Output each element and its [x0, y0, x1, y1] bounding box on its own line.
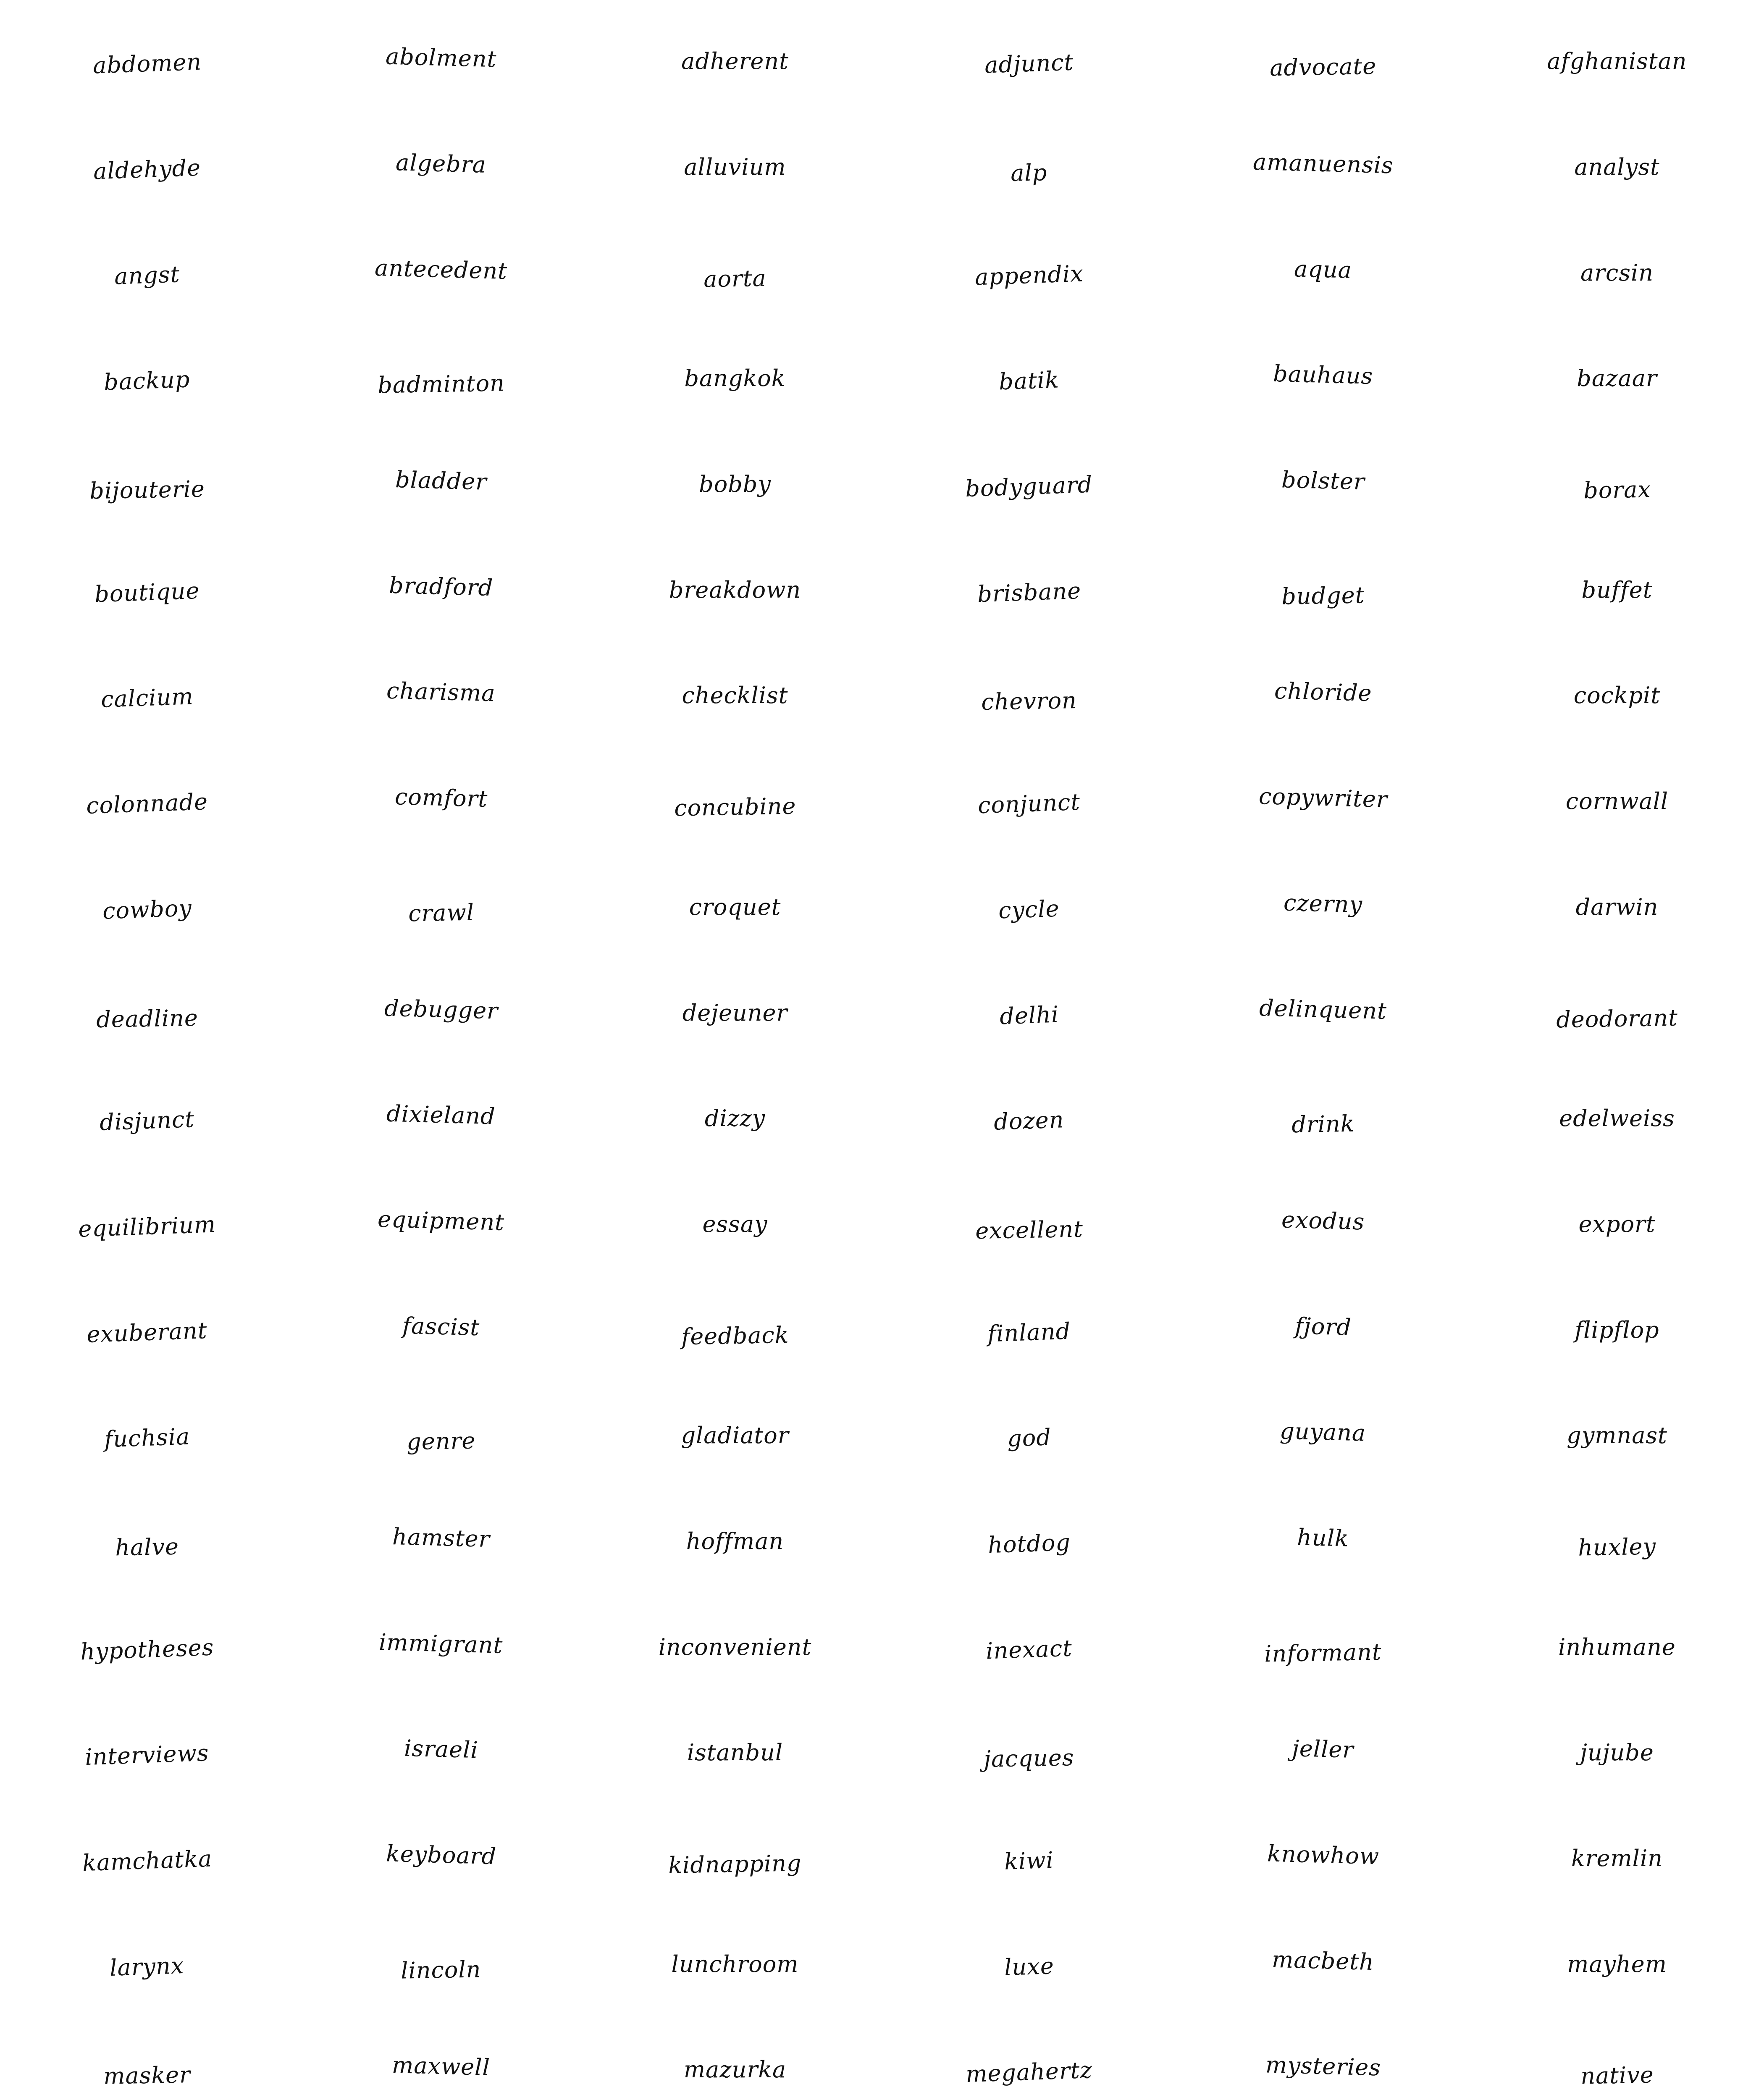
word-cell: [294, 1700, 588, 1806]
word-cell: [1470, 960, 1764, 1066]
word-cell: [882, 854, 1176, 960]
handwritten-word: kremlin: [1571, 1845, 1663, 1872]
word-cell: [0, 8, 294, 114]
handwritten-word: god: [1006, 1424, 1052, 1452]
handwritten-word: backup: [103, 366, 191, 396]
handwritten-word: amanuensis: [1252, 148, 1394, 179]
word-cell: [1470, 748, 1764, 854]
handwritten-word: chevron: [981, 687, 1077, 716]
word-cell: [0, 1383, 294, 1488]
handwritten-word: edelweiss: [1559, 1105, 1675, 1132]
handwritten-word: concubine: [674, 793, 796, 822]
handwritten-word: cornwall: [1565, 788, 1669, 815]
handwritten-word: aorta: [703, 265, 767, 293]
word-cell: [1176, 1277, 1470, 1383]
word-cell: [294, 960, 588, 1066]
handwritten-word: lincoln: [401, 1956, 482, 1984]
word-cell: [294, 1911, 588, 2017]
word-cell: [1176, 8, 1470, 114]
handwritten-word: inhumane: [1558, 1633, 1676, 1660]
word-cell: [1176, 114, 1470, 220]
word-cell: [0, 748, 294, 854]
handwritten-word: flipflop: [1575, 1316, 1659, 1343]
handwritten-word: disjunct: [99, 1106, 195, 1136]
handwritten-word: mysteries: [1265, 2051, 1381, 2081]
handwritten-word: masker: [103, 2061, 191, 2090]
handwritten-word: mazurka: [683, 2056, 787, 2083]
handwritten-word: luxe: [1003, 1952, 1055, 1981]
word-cell: [1470, 431, 1764, 537]
word-cell: [294, 431, 588, 537]
handwritten-word: gymnast: [1567, 1422, 1667, 1449]
word-cell: [0, 114, 294, 220]
word-cell: [588, 2017, 882, 2100]
handwritten-word: hamster: [392, 1523, 491, 1553]
handwritten-word: informant: [1264, 1638, 1382, 1667]
handwritten-word: bolster: [1281, 466, 1365, 495]
word-cell: [1470, 2017, 1764, 2100]
handwritten-word: istanbul: [687, 1739, 783, 1766]
word-cell: [882, 537, 1176, 643]
handwritten-word: hoffman: [686, 1528, 784, 1554]
handwritten-word: darwin: [1575, 893, 1659, 920]
word-cell: [0, 1806, 294, 1911]
word-cell: [0, 1911, 294, 2017]
word-cell: [1470, 854, 1764, 960]
word-cell: [1470, 1066, 1764, 1171]
word-cell: [882, 2017, 1176, 2100]
handwritten-word: aqua: [1294, 255, 1352, 284]
handwritten-word: huxley: [1578, 1533, 1656, 1561]
word-cell: [1176, 1594, 1470, 1700]
word-cell: [882, 114, 1176, 220]
word-cell: [1176, 2017, 1470, 2100]
handwritten-word: jeller: [1292, 1735, 1354, 1764]
word-cell: [588, 1488, 882, 1594]
handwritten-word: equilibrium: [78, 1211, 217, 1242]
handwritten-word: bodyguard: [965, 471, 1093, 502]
word-cell: [1176, 854, 1470, 960]
handwritten-word: debugger: [384, 995, 499, 1024]
handwritten-word: buffet: [1581, 576, 1653, 603]
word-cell: [882, 1594, 1176, 1700]
handwritten-word: jacques: [984, 1744, 1075, 1773]
handwritten-word: hotdog: [987, 1529, 1071, 1559]
handwritten-word: croquet: [689, 893, 781, 920]
handwritten-word: exodus: [1281, 1206, 1365, 1235]
word-cell: [1176, 1488, 1470, 1594]
word-cell: [588, 748, 882, 854]
handwritten-word: excellent: [975, 1215, 1084, 1244]
word-cell: [1176, 326, 1470, 431]
handwritten-word: advocate: [1269, 53, 1377, 81]
handwritten-word: dizzy: [704, 1105, 766, 1132]
handwritten-word: bangkok: [684, 365, 786, 392]
word-cell: [294, 326, 588, 431]
handwritten-word: megahertz: [965, 2057, 1093, 2088]
handwritten-word: guyana: [1279, 1418, 1367, 1446]
handwritten-word: charisma: [386, 677, 496, 707]
handwritten-word: kiwi: [1004, 1846, 1055, 1875]
handwritten-word: bazaar: [1577, 365, 1657, 392]
word-cell: [0, 1700, 294, 1806]
word-cell: [1470, 1488, 1764, 1594]
word-cell: [882, 1806, 1176, 1911]
word-cell: [294, 220, 588, 326]
handwritten-word: comfort: [394, 783, 488, 813]
word-cell: [1470, 1171, 1764, 1277]
word-cell: [294, 1171, 588, 1277]
handwritten-word: alluvium: [684, 154, 786, 181]
word-grid: [0, 8, 1764, 2100]
word-cell: [0, 1066, 294, 1171]
word-cell: [294, 537, 588, 643]
word-cell: [882, 1488, 1176, 1594]
handwritten-word: colonnade: [86, 788, 209, 819]
word-cell: [0, 1277, 294, 1383]
word-cell: [588, 1171, 882, 1277]
word-cell: [1470, 1277, 1764, 1383]
word-cell: [1176, 1171, 1470, 1277]
word-cell: [588, 854, 882, 960]
handwritten-word: fascist: [402, 1312, 480, 1341]
handwritten-word: boutique: [94, 577, 200, 608]
word-cell: [294, 748, 588, 854]
handwritten-word: cycle: [998, 895, 1060, 924]
word-cell: [294, 114, 588, 220]
handwritten-word: israeli: [404, 1735, 479, 1764]
handwritten-word: antecedent: [374, 254, 508, 284]
handwritten-word: dejeuner: [682, 999, 788, 1026]
handwritten-word: inexact: [985, 1635, 1073, 1664]
handwritten-word: conjunct: [977, 788, 1081, 819]
word-cell: [882, 431, 1176, 537]
handwritten-word: chloride: [1274, 677, 1373, 707]
word-cell: [294, 1277, 588, 1383]
handwritten-word: feedback: [681, 1321, 789, 1350]
handwritten-word: interviews: [84, 1740, 210, 1771]
word-cell: [1176, 1911, 1470, 2017]
handwritten-word: checklist: [682, 682, 788, 709]
word-cell: [588, 1594, 882, 1700]
word-cell: [1470, 1911, 1764, 2017]
handwritten-word: calcium: [100, 683, 194, 713]
word-cell: [1470, 326, 1764, 431]
word-cell: [1470, 114, 1764, 220]
handwritten-word: arcsin: [1580, 259, 1654, 286]
handwritten-word: knowhow: [1267, 1840, 1380, 1870]
word-cell: [1470, 1383, 1764, 1488]
handwritten-word: adjunct: [984, 49, 1074, 79]
word-cell: [294, 8, 588, 114]
word-cell: [588, 1277, 882, 1383]
handwritten-word: equipment: [377, 1205, 505, 1236]
handwritten-word: export: [1578, 1210, 1656, 1237]
handwritten-word: delinquent: [1259, 994, 1387, 1024]
word-cell: [882, 8, 1176, 114]
word-cell: [588, 1066, 882, 1171]
word-cell: [588, 643, 882, 748]
handwritten-word: hulk: [1297, 1524, 1349, 1552]
handwritten-word: afghanistan: [1547, 48, 1687, 75]
word-cell: [588, 1911, 882, 2017]
word-cell: [588, 1700, 882, 1806]
word-cell: [0, 326, 294, 431]
word-cell: [882, 1911, 1176, 2017]
word-cell: [1470, 8, 1764, 114]
handwritten-word: gladiator: [681, 1422, 789, 1449]
word-cell: [882, 1277, 1176, 1383]
word-cell: [882, 643, 1176, 748]
word-cell: [0, 1594, 294, 1700]
word-cell: [294, 1383, 588, 1488]
handwritten-word: halve: [115, 1533, 179, 1561]
word-cell: [882, 1700, 1176, 1806]
handwritten-word: budget: [1281, 582, 1365, 610]
handwritten-word: mayhem: [1567, 1950, 1667, 1977]
handwritten-word: keyboard: [386, 1840, 497, 1870]
word-cell: [1176, 1383, 1470, 1488]
word-cell: [1470, 1700, 1764, 1806]
word-cell: [882, 1066, 1176, 1171]
handwritten-word: native: [1580, 2061, 1654, 2090]
handwritten-word: fjord: [1294, 1312, 1352, 1341]
word-cell: [0, 431, 294, 537]
word-cell: [1176, 1806, 1470, 1911]
word-cell: [1176, 960, 1470, 1066]
handwritten-word: dozen: [993, 1106, 1065, 1136]
word-cell: [588, 1806, 882, 1911]
handwritten-word: inconvenient: [658, 1633, 812, 1660]
handwritten-word: exuberant: [86, 1317, 208, 1348]
handwritten-word: kamchatka: [81, 1845, 213, 1877]
word-cell: [588, 431, 882, 537]
handwritten-word: abdomen: [92, 48, 202, 79]
handwritten-word: cowboy: [102, 895, 192, 924]
handwritten-word: aldehyde: [93, 154, 202, 185]
handwritten-word: delhi: [999, 1001, 1059, 1029]
handwritten-word: crawl: [408, 899, 475, 927]
word-cell: [1176, 220, 1470, 326]
word-cell: [882, 326, 1176, 431]
handwritten-word: bladder: [395, 466, 487, 495]
handwritten-word: analyst: [1574, 154, 1660, 181]
handwritten-word: borax: [1583, 476, 1651, 504]
word-cell: [1470, 643, 1764, 748]
word-cell: [1176, 537, 1470, 643]
handwritten-word: bauhaus: [1273, 360, 1373, 390]
handwritten-word: genre: [406, 1427, 476, 1455]
handwritten-word: hypotheses: [80, 1634, 215, 1665]
handwritten-word: bobby: [699, 471, 771, 498]
word-cell: [588, 326, 882, 431]
handwritten-word: deadline: [96, 1004, 199, 1033]
handwritten-word: alp: [1011, 159, 1048, 186]
word-cell: [294, 854, 588, 960]
word-cell: [588, 960, 882, 1066]
handwritten-word: brisbane: [976, 577, 1082, 608]
word-cell: [0, 643, 294, 748]
word-cell: [1176, 1700, 1470, 1806]
word-cell: [0, 960, 294, 1066]
handwritten-word: badminton: [377, 370, 505, 399]
handwritten-word: kidnapping: [668, 1850, 802, 1879]
word-cell: [0, 537, 294, 643]
handwritten-word: dixieland: [386, 1100, 496, 1130]
word-cell: [882, 748, 1176, 854]
word-cell: [294, 1066, 588, 1171]
handwritten-word: breakdown: [669, 576, 801, 603]
word-cell: [294, 1488, 588, 1594]
word-cell: [294, 643, 588, 748]
handwritten-word: deodorant: [1556, 1004, 1678, 1033]
word-cell: [882, 1171, 1176, 1277]
handwritten-word: cockpit: [1573, 682, 1661, 709]
word-cell: [882, 1383, 1176, 1488]
word-cell: [588, 537, 882, 643]
handwritten-word: algebra: [395, 149, 487, 178]
handwritten-word: jujube: [1580, 1739, 1654, 1766]
word-cell: [1470, 220, 1764, 326]
handwritten-word: fuchsia: [104, 1423, 191, 1453]
handwritten-word: appendix: [974, 260, 1084, 291]
word-cell: [0, 220, 294, 326]
word-cell: [588, 8, 882, 114]
word-cell: [1470, 1806, 1764, 1911]
word-cell: [1176, 748, 1470, 854]
word-cell: [1176, 643, 1470, 748]
word-cell: [588, 220, 882, 326]
handwritten-word: angst: [114, 261, 181, 290]
word-cell: [882, 220, 1176, 326]
handwritten-word: czerny: [1283, 889, 1363, 918]
handwritten-word: larynx: [109, 1952, 185, 1981]
word-cell: [588, 1383, 882, 1488]
handwritten-word: abolment: [385, 43, 497, 73]
word-cell: [1176, 431, 1470, 537]
word-cell: [1176, 1066, 1470, 1171]
handwritten-word: maxwell: [391, 2052, 491, 2081]
handwritten-word: bradford: [388, 572, 494, 601]
word-cell: [0, 854, 294, 960]
handwritten-word: batik: [998, 366, 1060, 395]
word-cell: [0, 2017, 294, 2100]
word-cell: [0, 1171, 294, 1277]
word-cell: [294, 1806, 588, 1911]
word-cell: [882, 960, 1176, 1066]
handwritten-word: macbeth: [1271, 1946, 1375, 1975]
handwritten-word: adherent: [681, 48, 789, 75]
handwritten-word: drink: [1291, 1110, 1355, 1138]
handwritten-word: essay: [702, 1210, 768, 1237]
handwritten-word: lunchroom: [671, 1950, 799, 1977]
word-cell: [1470, 1594, 1764, 1700]
word-cell: [588, 114, 882, 220]
word-cell: [1470, 537, 1764, 643]
handwritten-word: immigrant: [378, 1628, 504, 1659]
handwritten-word: copywriter: [1258, 783, 1388, 813]
word-cell: [294, 1594, 588, 1700]
word-cell: [294, 2017, 588, 2100]
handwritten-word: finland: [987, 1318, 1071, 1347]
handwritten-word: bijouterie: [89, 475, 205, 504]
word-cell: [0, 1488, 294, 1594]
